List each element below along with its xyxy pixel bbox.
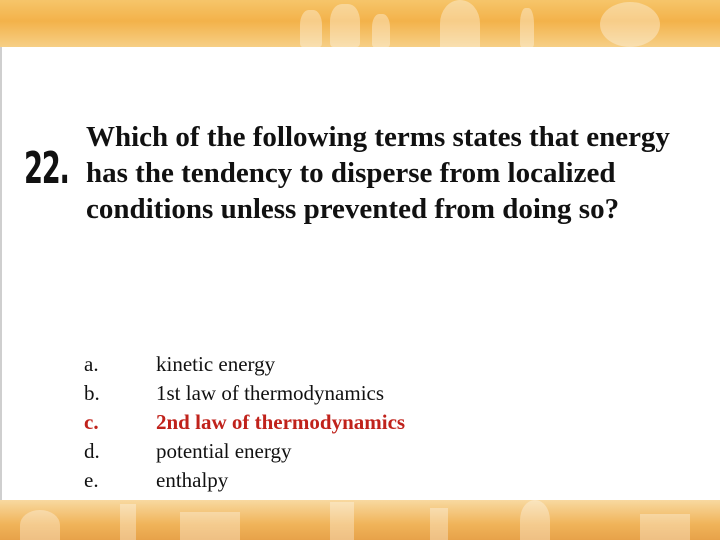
question-number: 22.	[24, 143, 69, 194]
answer-choices	[84, 350, 405, 495]
choice-letter: b.	[84, 381, 100, 405]
choice-e	[84, 466, 405, 495]
choice-a	[84, 350, 405, 379]
choice-d	[84, 437, 405, 466]
choice-text: 2nd law of thermodynamics	[156, 410, 406, 434]
choice-letter: e.	[84, 468, 99, 492]
slide-content	[0, 47, 720, 500]
choice-text: kinetic energy	[156, 352, 276, 376]
choice-text: potential energy	[156, 439, 292, 463]
bottom-banner	[0, 500, 720, 540]
choice-b	[84, 379, 405, 408]
choice-letter: d.	[84, 439, 100, 463]
question-text: Which of the following terms states that energy has the tendency to disperse from localized conditions unless prevented from doing so?	[86, 121, 670, 225]
top-banner	[0, 0, 720, 47]
choice-text: 1st law of thermodynamics	[156, 381, 385, 405]
choice-text: enthalpy	[156, 468, 229, 492]
choice-letter: a.	[84, 352, 99, 376]
choice-c-correct	[84, 408, 405, 437]
choice-letter: c.	[84, 410, 99, 434]
